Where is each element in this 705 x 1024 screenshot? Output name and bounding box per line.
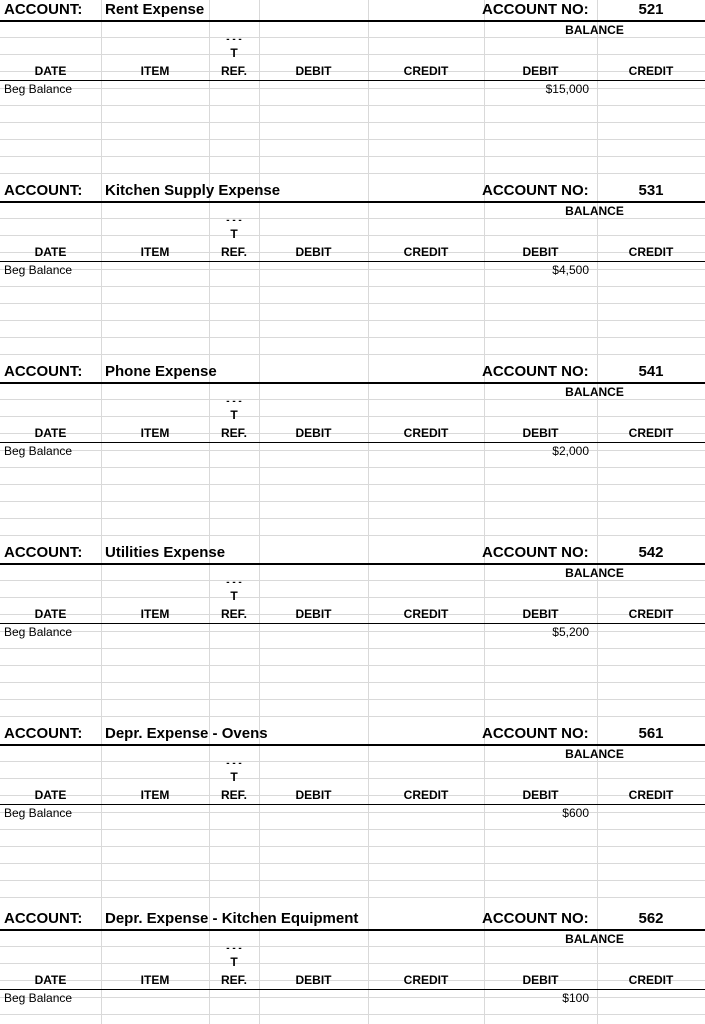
post-ref-mark: - - - [226, 396, 242, 407]
grid-row-line [0, 699, 705, 700]
account-number: 541 [638, 363, 664, 380]
column-header-rule [0, 80, 705, 81]
grid-column-line [368, 0, 369, 1024]
account-name: Depr. Expense - Ovens [105, 725, 268, 742]
account-name: Rent Expense [105, 1, 205, 18]
column-header-balance-credit: CREDIT [628, 973, 674, 987]
account-name: Utilities Expense [105, 544, 226, 561]
balance-heading: BALANCE [565, 385, 624, 399]
account-number: 521 [638, 1, 664, 18]
column-header-date: DATE [34, 245, 67, 259]
grid-row-line [0, 897, 705, 898]
column-header-ref: REF. [220, 245, 247, 259]
grid-row-line [0, 963, 705, 964]
column-header-date: DATE [34, 426, 67, 440]
column-header-balance-credit: CREDIT [628, 64, 674, 78]
grid-row-line [0, 682, 705, 683]
grid-row-line [0, 880, 705, 881]
post-ref-t: T [230, 46, 238, 60]
column-header-credit: CREDIT [403, 607, 449, 621]
grid-row-line [0, 1014, 705, 1015]
column-header-balance-debit: DEBIT [522, 973, 559, 987]
post-ref-mark: - - - [226, 943, 242, 954]
post-ref-t: T [230, 227, 238, 241]
account-number: 562 [638, 910, 664, 927]
column-header-balance-debit: DEBIT [522, 64, 559, 78]
column-header-debit: DEBIT [295, 426, 332, 440]
column-header-rule [0, 804, 705, 805]
grid-row-line [0, 631, 705, 632]
grid-column-line [209, 0, 210, 1024]
post-ref-t: T [230, 955, 238, 969]
column-header-balance-debit: DEBIT [522, 607, 559, 621]
beg-balance-debit: $600 [562, 806, 589, 820]
beg-balance-debit: $5,200 [552, 625, 589, 639]
grid-row-line [0, 269, 705, 270]
column-header-item: ITEM [140, 788, 170, 802]
beg-balance-label: Beg Balance [4, 806, 73, 820]
column-header-date: DATE [34, 973, 67, 987]
beg-balance-debit: $100 [562, 991, 589, 1005]
grid-row-line [0, 88, 705, 89]
column-header-ref: REF. [220, 426, 247, 440]
column-header-debit: DEBIT [295, 245, 332, 259]
grid-row-line [0, 665, 705, 666]
account-name: Kitchen Supply Expense [105, 182, 281, 199]
account-label: ACCOUNT: [4, 363, 83, 380]
grid-row-line [0, 286, 705, 287]
column-header-credit: CREDIT [403, 64, 449, 78]
column-header-balance-credit: CREDIT [628, 788, 674, 802]
grid-row-line [0, 54, 705, 55]
beg-balance-label: Beg Balance [4, 625, 73, 639]
column-header-debit: DEBIT [295, 64, 332, 78]
grid-row-line [0, 778, 705, 779]
account-number: 531 [638, 182, 664, 199]
grid-row-line [0, 354, 705, 355]
grid-row-line [0, 716, 705, 717]
grid-row-line [0, 416, 705, 417]
column-header-date: DATE [34, 64, 67, 78]
column-header-debit: DEBIT [295, 788, 332, 802]
grid-row-line [0, 846, 705, 847]
post-ref-mark: - - - [226, 758, 242, 769]
balance-heading: BALANCE [565, 932, 624, 946]
column-header-balance-debit: DEBIT [522, 426, 559, 440]
balance-heading: BALANCE [565, 204, 624, 218]
beg-balance-label: Beg Balance [4, 263, 73, 277]
grid-row-line [0, 518, 705, 519]
grid-row-line [0, 156, 705, 157]
column-header-rule [0, 442, 705, 443]
account-name: Depr. Expense - Kitchen Equipment [105, 910, 359, 927]
post-ref-mark: - - - [226, 215, 242, 226]
column-header-debit: DEBIT [295, 973, 332, 987]
post-ref-t: T [230, 408, 238, 422]
account-label: ACCOUNT: [4, 910, 83, 927]
column-header-credit: CREDIT [403, 426, 449, 440]
beg-balance-label: Beg Balance [4, 991, 73, 1005]
grid-row-line [0, 139, 705, 140]
account-number-label: ACCOUNT NO: [482, 182, 589, 199]
column-header-ref: REF. [220, 788, 247, 802]
grid-row-line [0, 105, 705, 106]
column-header-balance-debit: DEBIT [522, 788, 559, 802]
column-header-balance-credit: CREDIT [628, 607, 674, 621]
account-number-label: ACCOUNT NO: [482, 544, 589, 561]
grid-row-line [0, 829, 705, 830]
grid-row-line [0, 467, 705, 468]
account-number-label: ACCOUNT NO: [482, 725, 589, 742]
account-name: Phone Expense [105, 363, 217, 380]
grid-row-line [0, 997, 705, 998]
grid-row-line [0, 484, 705, 485]
column-header-ref: REF. [220, 973, 247, 987]
grid-column-line [101, 0, 102, 1024]
column-header-item: ITEM [140, 426, 170, 440]
column-header-rule [0, 261, 705, 262]
column-header-rule [0, 989, 705, 990]
beg-balance-label: Beg Balance [4, 82, 73, 96]
account-number-label: ACCOUNT NO: [482, 910, 589, 927]
grid-row-line [0, 173, 705, 174]
column-header-item: ITEM [140, 607, 170, 621]
column-header-item: ITEM [140, 245, 170, 259]
column-header-item: ITEM [140, 973, 170, 987]
post-ref-t: T [230, 589, 238, 603]
balance-heading: BALANCE [565, 566, 624, 580]
column-header-balance-debit: DEBIT [522, 245, 559, 259]
column-header-date: DATE [34, 788, 67, 802]
grid-row-line [0, 122, 705, 123]
grid-row-line [0, 597, 705, 598]
column-header-rule [0, 623, 705, 624]
grid-row-line [0, 337, 705, 338]
grid-row-line [0, 501, 705, 502]
post-ref-mark: - - - [226, 577, 242, 588]
grid-row-line [0, 648, 705, 649]
post-ref-t: T [230, 770, 238, 784]
balance-heading: BALANCE [565, 747, 624, 761]
column-header-credit: CREDIT [403, 788, 449, 802]
grid-row-line [0, 863, 705, 864]
post-ref-mark: - - - [226, 34, 242, 45]
grid-row-line [0, 812, 705, 813]
beg-balance-debit: $15,000 [545, 82, 589, 96]
grid-row-line [0, 235, 705, 236]
column-header-debit: DEBIT [295, 607, 332, 621]
grid-row-line [0, 303, 705, 304]
column-header-ref: REF. [220, 607, 247, 621]
column-header-credit: CREDIT [403, 245, 449, 259]
column-header-ref: REF. [220, 64, 247, 78]
column-header-balance-credit: CREDIT [628, 245, 674, 259]
column-header-date: DATE [34, 607, 67, 621]
grid-row-line [0, 535, 705, 536]
grid-column-line [484, 0, 485, 1024]
account-label: ACCOUNT: [4, 1, 83, 18]
account-number-label: ACCOUNT NO: [482, 363, 589, 380]
column-header-balance-credit: CREDIT [628, 426, 674, 440]
account-label: ACCOUNT: [4, 544, 83, 561]
beg-balance-debit: $2,000 [552, 444, 589, 458]
beg-balance-debit: $4,500 [552, 263, 589, 277]
account-label: ACCOUNT: [4, 725, 83, 742]
column-header-credit: CREDIT [403, 973, 449, 987]
balance-heading: BALANCE [565, 23, 624, 37]
account-label: ACCOUNT: [4, 182, 83, 199]
beg-balance-label: Beg Balance [4, 444, 73, 458]
account-number-label: ACCOUNT NO: [482, 1, 589, 18]
grid-column-line [597, 0, 598, 1024]
column-header-item: ITEM [140, 64, 170, 78]
grid-row-line [0, 450, 705, 451]
account-number: 542 [638, 544, 664, 561]
account-number: 561 [638, 725, 664, 742]
grid-column-line [259, 0, 260, 1024]
grid-row-line [0, 320, 705, 321]
